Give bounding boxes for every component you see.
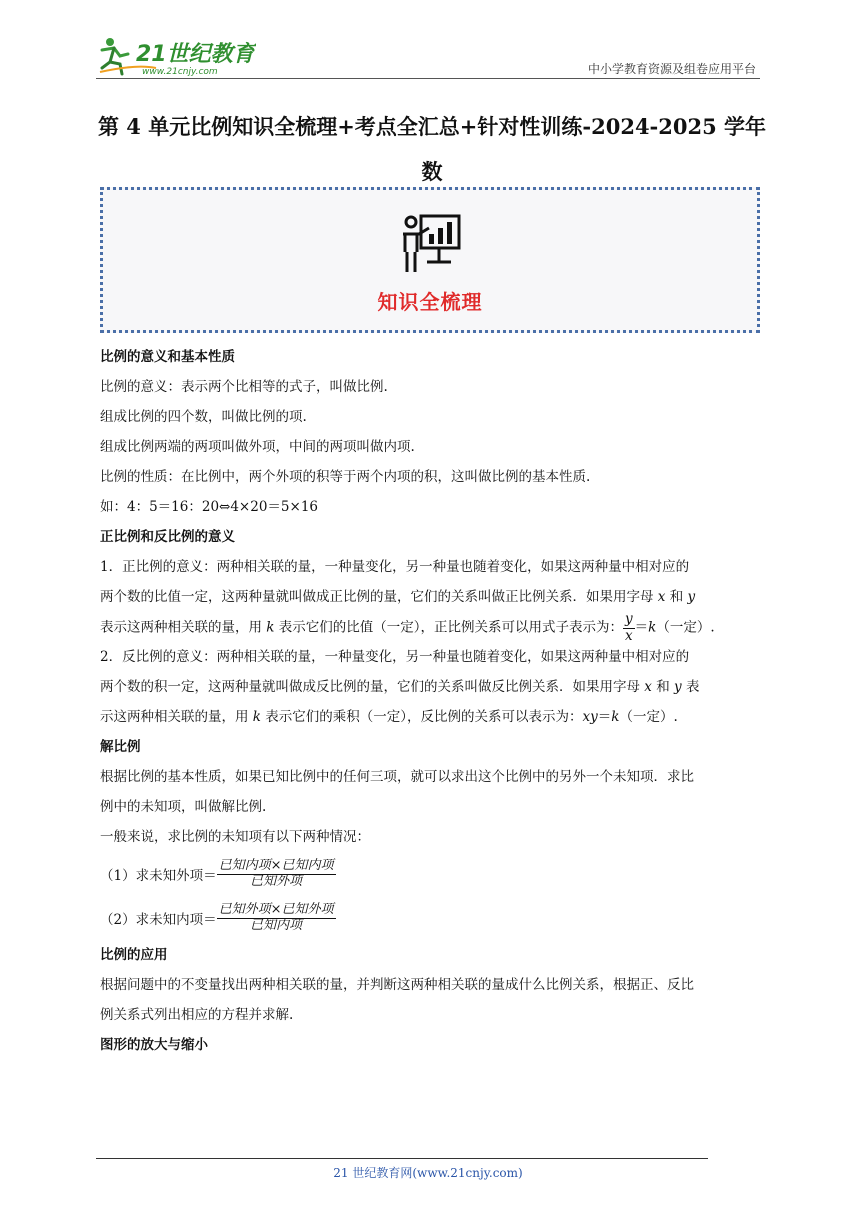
paragraph: 根据比例的基本性质，如果已知比例中的任何三项，就可以求出这个比例中的另外一个未知项．求比: [100, 769, 694, 785]
platform-name: 中小学教育资源及组卷应用平台: [587, 62, 756, 76]
paragraph: 一般来说，求比例的未知项有以下两种情况：: [100, 829, 370, 845]
footer-link[interactable]: 21 世纪教育网(www.21cnjy.com): [333, 1166, 523, 1180]
formula-inner-term: （2）求未知内项＝ $\frac{\text{已知外项×已知外项}}{\text{已知内项}}$: [100, 901, 334, 933]
svg-text:21世纪教育: 21世纪教育: [136, 42, 255, 67]
main-content: [100, 342, 762, 1060]
paragraph: 2．反比例的意义：两种相关联的量，一种量变化，另一种量也随着变化，如果这两种量中相对应的: [100, 649, 690, 665]
paragraph: 根据问题中的不变量找出两种相关联的量，并判断这两种相关联的量成什么比例关系，根据正、反比: [100, 977, 694, 993]
presentation-board-icon: [399, 208, 465, 274]
section-heading-application: 比例的应用: [100, 947, 168, 963]
site-logo[interactable]: [96, 34, 256, 78]
section-heading-solve-proportion: 解比例: [100, 739, 141, 755]
svg-text:www.21cnjy.com: www.21cnjy.com: [142, 67, 218, 77]
paragraph: 例中的未知项，叫做解比例.: [100, 799, 267, 815]
paragraph: 组成比例两端的两项叫做外项，中间的两项叫做内项.: [100, 439, 415, 455]
section-heading-scaling: 图形的放大与缩小: [100, 1037, 208, 1053]
ratio-fraction: $\frac{y}{x}$: [625, 611, 633, 644]
paragraph: 组成比例的四个数，叫做比例的项.: [100, 409, 307, 425]
section-heading-direct-inverse: 正比例和反比例的意义: [100, 529, 235, 545]
paragraph: 比例的意义：表示两个比相等的式子，叫做比例.: [100, 379, 388, 395]
runner-logo-icon: [96, 34, 256, 78]
banner-title: 知识全梳理: [377, 290, 483, 314]
paragraph: 1．正比例的意义：两种相关联的量，一种量变化，另一种量也随着变化，如果这两种量中相对应的: [100, 559, 690, 575]
page-header: [96, 32, 760, 80]
header-divider: [96, 78, 760, 79]
section-heading-proportion-meaning: 比例的意义和基本性质: [100, 349, 235, 365]
title-line-1: 第 4 单元比例知识全梳理+考点全汇总+针对性训练-2024-2025 学年数: [97, 114, 767, 184]
example-line: 如：4：5＝16：20⇔4×20＝5×16: [100, 499, 319, 515]
paragraph: 两个数的积一定，这两种量就叫做成反比例的量，它们的关系叫做反比例关系．如果用字母 x 和 y 表: [100, 679, 700, 695]
paragraph: 例关系式列出相应的方程并求解.: [100, 1007, 294, 1023]
footer-divider: [96, 1158, 708, 1159]
formula-outer-term: （1）求未知外项＝ $\frac{\text{已知内项×已知内项}}{\text{已知外项}}$: [100, 857, 334, 889]
section-banner: [100, 187, 760, 333]
paragraph: 示这两种相关联的量，用 k 表示它们的乘积（一定），反比例的关系可以表示为：xy＝k（一定）.: [100, 709, 678, 725]
paragraph: 比例的性质：在比例中，两个外项的积等于两个内项的积，这叫做比例的基本性质.: [100, 469, 591, 485]
paragraph: 表示这两种相关联的量，用 k 表示它们的比值（一定），正比例关系可以用式子表示为： $\frac{y}{x}$ ＝k（一定）.: [100, 611, 715, 644]
paragraph: 两个数的比值一定，这两种量就叫做成正比例的量，它们的关系叫做正比例关系．如果用字母 x 和 y: [100, 589, 696, 605]
